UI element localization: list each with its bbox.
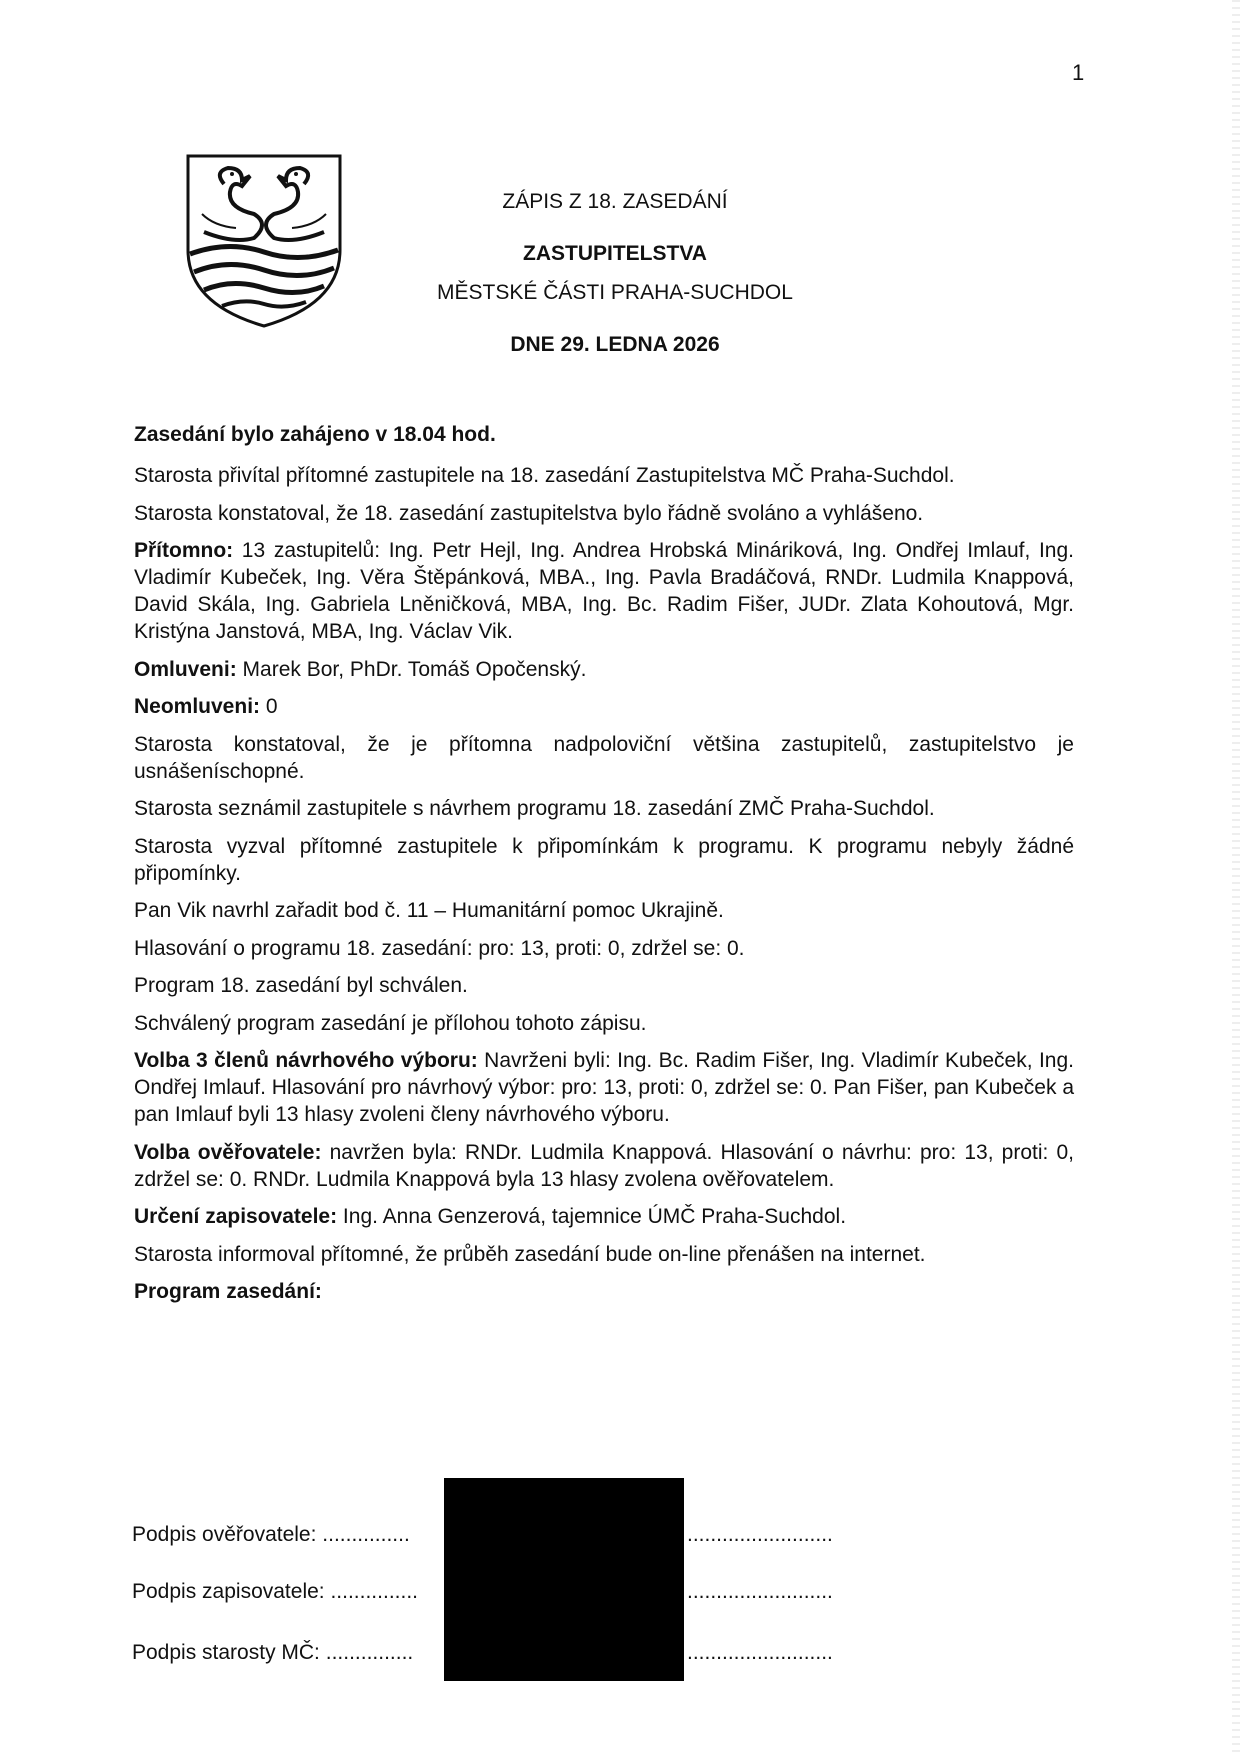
header-title-line: ZÁPIS Z 18. ZASEDÁNÍ — [502, 190, 728, 213]
signature-label-verifier: Podpis ověřovatele: — [132, 1523, 317, 1546]
verifier-text: navržen byla: RNDr. Ludmila Knappová. Hlasování o návrhu: pro: 13, proti: 0, zdržel se: 0. RNDr. Ludmila Knappová byla 13 hlasy zvolena ověřovatelem. — [134, 1140, 1074, 1191]
paragraph-broadcast: Starosta informoval přítomné, že průběh zasedání bude on-line přenášen na internet. — [134, 1242, 926, 1266]
paragraph-approved: Program 18. zasedání byl schválen. — [134, 974, 468, 997]
program-heading: Program zasedání: — [134, 1280, 322, 1303]
committee-text: Navrženi byli: Ing. Bc. Radim Fišer, Ing. Vladimír Kubeček, Ing. Ondřej Imlauf. Hlasování pro návrhový výbor: pro: 13, proti: 0, zdržel se: 0. Pan Fišer, pan Kubeček a pan Imlauf byli 13 hlasy zvoleni členy návrhového výboru. — [134, 1049, 1074, 1126]
paragraph-verifier — [134, 1139, 1074, 1193]
header-assembly-line: ZASTUPITELSTVA — [523, 242, 707, 265]
paragraph-quorum: Starosta konstatoval, že je přítomna nadpoloviční většina zastupitelů, zastupitelstvo je usnášeníschopné. — [134, 732, 1074, 783]
signature-label-mayor: Podpis starosty MČ: — [132, 1641, 320, 1664]
paragraph-proposal: Pan Vik navrhl zařadit bod č. 11 – Humanitární pomoc Ukrajině. — [134, 899, 724, 922]
recorder-text: Ing. Anna Genzerová, tajemnice ÚMČ Praha-Suchdol. — [337, 1205, 847, 1228]
present-text: 13 zastupitelů: Ing. Petr Hejl, Ing. Andrea Hrobská Mináriková, Ing. Ondřej Imlauf, Ing. Vladimír Kubeček, Ing. Věra Štěpánková, MBA., Ing. Pavla Bradáčová, RNDr. Ludmila Knappová, David Skála, Ing. Gabriela Lněničková, MBA, Ing. Bc. Radim Fišer, JUDr. Zlata Kohoutová, Mgr. Kristýna Janstová, MBA, Ing. Václav Vik. — [134, 539, 1074, 643]
paragraph-committee — [134, 1047, 1074, 1128]
paragraph-excused — [134, 656, 1074, 683]
verifier-label: Volba ověřovatele: — [134, 1140, 322, 1164]
paragraph-attachment: Schválený program zasedání je přílohou tohoto zápisu. — [134, 1011, 647, 1035]
unexcused-text: 0 — [260, 695, 278, 718]
paragraph-vote: Hlasování o programu 18. zasedání: pro: 13, proti: 0, zdržel se: 0. — [134, 936, 745, 960]
signature-dots-left: ............... — [322, 1523, 410, 1546]
signature-dots-right: ......................... — [687, 1580, 833, 1603]
signature-dots-left: ............... — [325, 1641, 414, 1664]
signature-dots-right: ......................... — [687, 1523, 833, 1546]
minutes-body — [134, 421, 1074, 1316]
unexcused-label: Neomluveni: — [134, 695, 261, 718]
signature-label-recorder: Podpis zapisovatele: — [132, 1580, 325, 1603]
paragraph-welcome: Starosta přivítal přítomné zastupitele na 18. zasedání Zastupitelstva MČ Praha-Suchdol. — [134, 464, 955, 487]
signature-dots-left: ............... — [330, 1580, 418, 1603]
present-label: Přítomno: — [134, 539, 234, 562]
redacted-signatures-block — [444, 1478, 684, 1681]
paragraph-unexcused — [134, 693, 1074, 720]
paragraph-convened: Starosta konstatoval, že 18. zasedání zastupitelstva bylo řádně svoláno a vyhlášeno. — [134, 501, 924, 525]
committee-label: Volba 3 členů návrhového výboru: — [134, 1049, 478, 1072]
header-date-line: DNE 29. LEDNA 2026 — [510, 333, 720, 356]
opening-line: Zasedání bylo zahájeno v 18.04 hod. — [134, 423, 496, 446]
header-district-line: MĚSTSKÉ ČÁSTI PRAHA-SUCHDOL — [437, 281, 793, 304]
recorder-label: Určení zapisovatele: — [134, 1205, 338, 1228]
signature-dots-right: ......................... — [687, 1641, 833, 1664]
paragraph-recorder — [134, 1203, 1074, 1230]
paragraph-comments: Starosta vyzval přítomné zastupitele k připomínkám k programu. K programu nebyly žádné připomínky. — [134, 834, 1074, 885]
excused-text: Marek Bor, PhDr. Tomáš Opočenský. — [236, 657, 587, 681]
paragraph-program-intro: Starosta seznámil zastupitele s návrhem programu 18. zasedání ZMČ Praha-Suchdol. — [134, 797, 935, 820]
municipal-crest-logo — [184, 154, 344, 330]
paragraph-present — [134, 537, 1074, 645]
scan-edge-artifact — [1232, 0, 1240, 1752]
excused-label: Omluveni: — [134, 657, 237, 681]
page-number: 1 — [1072, 60, 1085, 85]
